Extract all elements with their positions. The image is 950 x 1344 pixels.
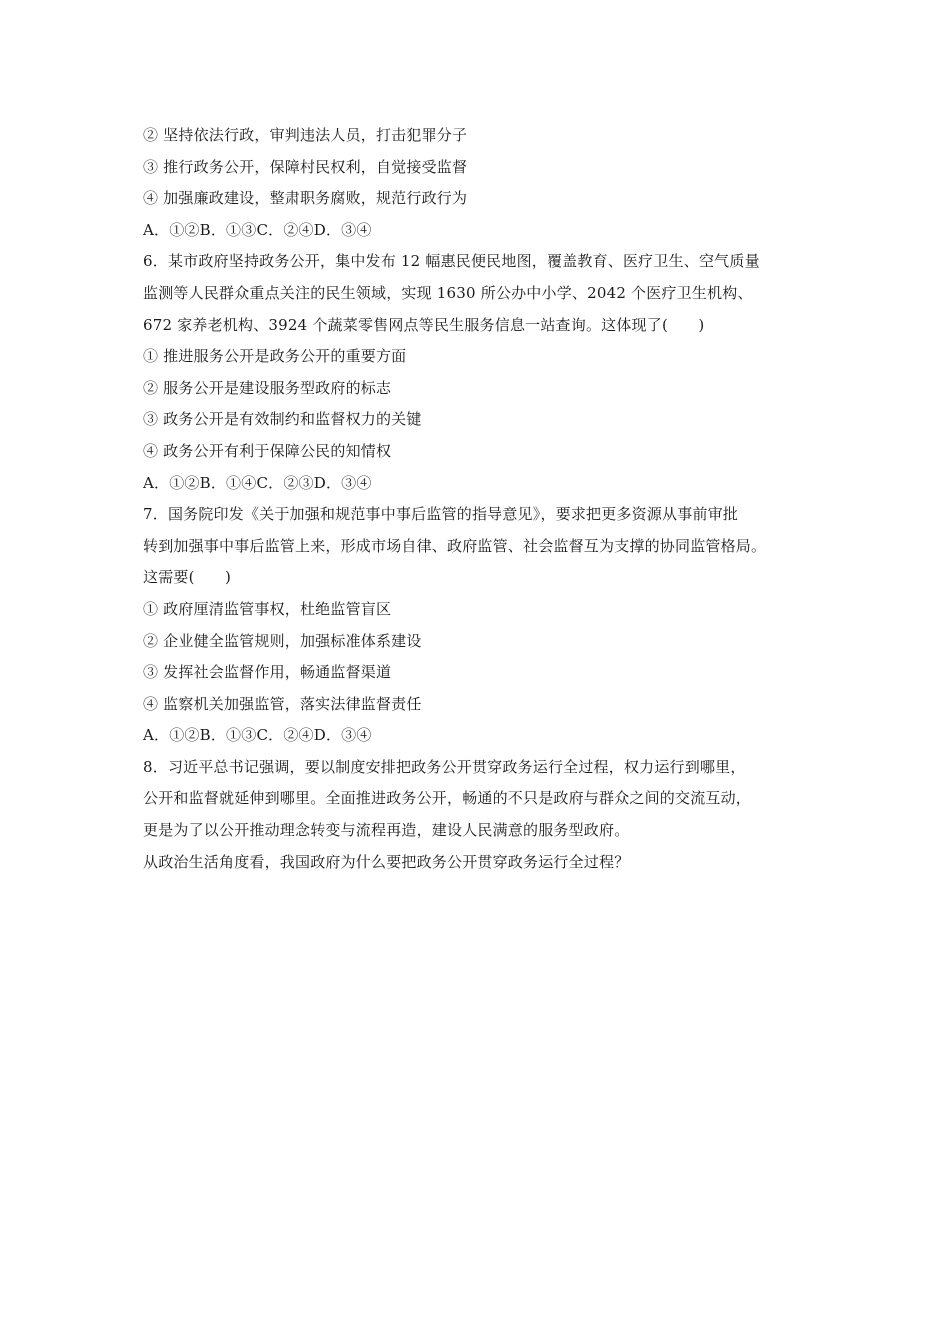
q7-option-3: ③ 发挥社会监督作用，畅通监督渠道: [143, 663, 392, 682]
q6-stem-line-3: 672 家养老机构、3924 个蔬菜零售网点等民生服务信息一站查询。这体现了( ): [143, 315, 705, 334]
q7-stem-line-1: 7．国务院印发《关于加强和规范事中事后监管的指导意见》，要求把更多资源从事前审批: [143, 505, 739, 524]
q5-option-2: ② 坚持依法行政，审判违法人员，打击犯罪分子: [143, 126, 468, 144]
q8-stem-line-2: 公开和监督就延伸到哪里。全面推进政务公开，畅通的不只是政府与群众之间的交流互动，: [143, 789, 752, 808]
q6-option-2: ② 服务公开是建设服务型政府的标志: [143, 378, 392, 397]
q7-option-1: ① 政府厘清监管事权，杜绝监管盲区: [143, 599, 392, 618]
q5-option-3: ③ 推行政务公开，保障村民权利，自觉接受监督: [143, 157, 468, 176]
q7-stem-line-2: 转到加强事中事后监管上来，形成市场自律、政府监管、社会监督互为支撑的协同监管格局。: [143, 536, 767, 555]
q5-answer-choices: A．①②B．①③C．②④D．③④: [143, 220, 372, 239]
q6-option-3: ③ 政务公开是有效制约和监督权力的关键: [143, 410, 422, 429]
q6-option-1: ① 推进服务公开是政务公开的重要方面: [143, 347, 407, 366]
q7-answer-choices: A．①②B．①③C．②④D．③④: [143, 726, 372, 745]
question-7: [143, 499, 823, 752]
q8-question: 从政治生活角度看，我国政府为什么要把政务公开贯穿政务运行全过程？: [143, 852, 630, 871]
q5-option-4: ④ 加强廉政建设，整肃职务腐败，规范行政行为: [143, 189, 468, 208]
q6-answer-choices: A．①②B．①④C．②③D．③④: [143, 473, 372, 492]
question-8: [143, 752, 823, 878]
question-5-fragment: [143, 120, 823, 246]
q7-option-2: ② 企业健全监管规则，加强标准体系建设: [143, 631, 422, 650]
q8-stem-line-1: 8．习近平总书记强调，要以制度安排把政务公开贯穿政务运行全过程，权力运行到哪里，: [143, 757, 746, 776]
q7-stem-line-3: 这需要( ): [143, 568, 232, 587]
q6-option-4: ④ 政务公开有利于保障公民的知情权: [143, 441, 392, 460]
q8-stem-line-3: 更是为了以公开推动理念转变与流程再造，建设人民满意的服务型政府。: [143, 821, 630, 840]
question-6: [143, 246, 823, 499]
q6-stem-line-1: 6．某市政府坚持政务公开，集中发布 12 幅惠民便民地图，覆盖教育、医疗卫生、空气质量: [143, 252, 760, 271]
document-body: [143, 120, 823, 878]
q6-stem-line-2: 监测等人民群众重点关注的民生领域，实现 1630 所公办中小学、2042 个医疗卫生机构、: [143, 283, 753, 302]
q7-option-4: ④ 监察机关加强监管，落实法律监督责任: [143, 694, 422, 713]
